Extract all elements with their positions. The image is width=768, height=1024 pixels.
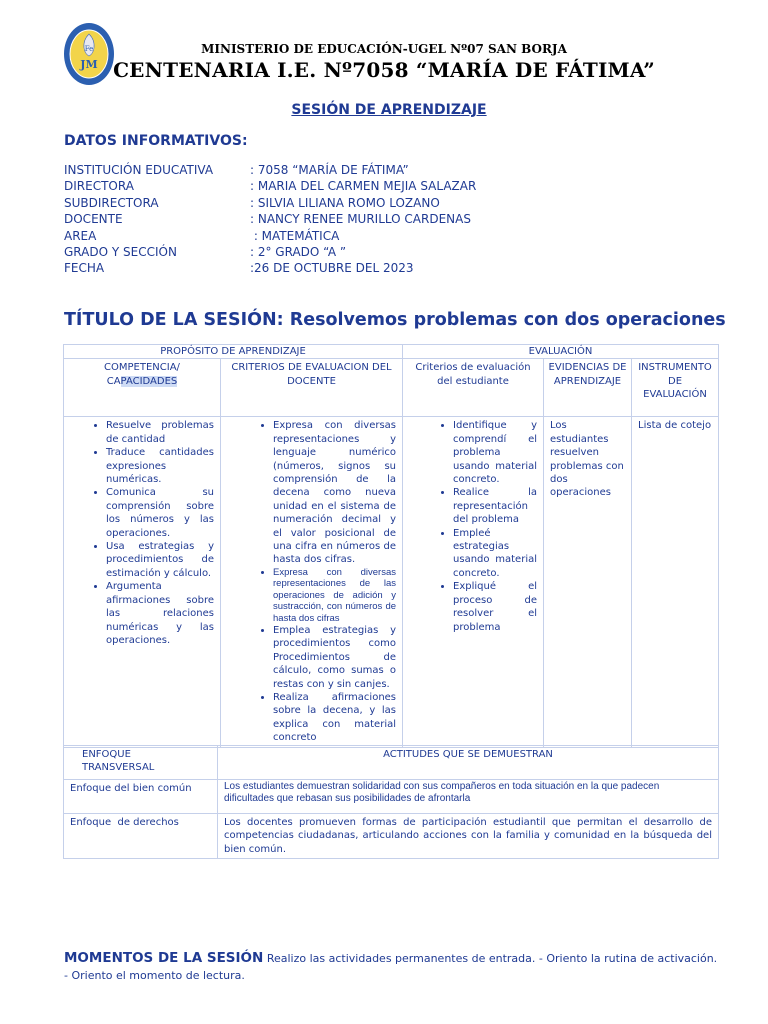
info-label: DIRECTORA <box>64 179 134 194</box>
ministry-header: MINISTERIO DE EDUCACIÓN-UGEL Nº07 SAN BORJA <box>201 42 567 56</box>
criterio-docente-item: • Expresa con diversas representaciones y lenguaje numérico (números, signos su comprensión de la decena como nueva unidad en el sistema de numeración decimal y el valor posicional de una cifra en números de hasta dos cifras. <box>273 419 398 566</box>
col-competencia-b: PACIDADES <box>120 375 178 387</box>
momentos-text-1: Realizo las actividades permanentes de entrada. - Oriento la rutina de activación. <box>263 952 718 965</box>
info-value: :26 DE OCTUBRE DEL 2023 <box>250 261 414 276</box>
criterio-docente-item: • Emplea estrategias y procedimientos como Procedimientos de cálculo, como sumas o restas con y sin canjes. <box>273 624 398 691</box>
momentos-heading: MOMENTOS DE LA SESIÓN <box>64 950 264 966</box>
col-criterios-estudiante: Criterios de evaluación del estudiante <box>403 359 544 417</box>
criterios-estudiante-list <box>407 419 539 634</box>
col-evidencias: EVIDENCIAS DE APRENDIZAJE <box>544 359 632 417</box>
instrumento-cell: Lista de cotejo <box>632 417 719 747</box>
criterios-docente-cell <box>221 417 403 747</box>
info-row-docente <box>64 211 476 227</box>
criterio-estudiante-item: • Realice la representación del problema <box>453 486 539 526</box>
datos-informativos <box>64 162 476 277</box>
session-title: SESIÓN DE APRENDIZAJE <box>291 102 487 118</box>
session-topic-title: TÍTULO DE LA SESIÓN: Resolvemos problemas con dos operaciones <box>64 310 726 330</box>
competencia-item: • Traduce cantidades expresiones numéricas. <box>106 446 216 486</box>
criterio-estudiante-item: • Empleé estrategias usando material concreto. <box>453 527 539 581</box>
learning-table <box>63 344 719 748</box>
header-actitudes: ACTITUDES QUE SE DEMUESTRAN <box>218 746 719 780</box>
evidencias-cell: Los estudiantes resuelven problemas con dos operaciones <box>544 417 632 747</box>
competencia-item: • Comunica su comprensión sobre los números y las operaciones. <box>106 486 216 540</box>
enfoques-table <box>63 745 719 859</box>
enfoque-name: Enfoque de derechos <box>64 814 218 859</box>
criterio-docente-item: • Realiza afirmaciones sobre la decena, y las explica con material concreto <box>273 691 398 745</box>
seal-text: Fe <box>84 45 94 53</box>
competencias-list <box>68 419 216 647</box>
info-value: : MARIA DEL CARMEN MEJIA SALAZAR <box>250 179 477 194</box>
col-instrumento: INSTRUMENTO DE EVALUACIÓN <box>632 359 719 417</box>
col-competencia-a: COMPETENCIA/ CA <box>104 362 180 387</box>
competencias-cell <box>64 417 221 747</box>
header-evaluacion: EVALUACIÓN <box>403 345 719 359</box>
info-value: : MATEMÁTICA <box>250 228 340 243</box>
momentos-section <box>64 950 724 984</box>
info-row-subdirectora <box>64 195 476 211</box>
competencia-item: • Usa estrategias y procedimientos de estimación y cálculo. <box>106 540 216 580</box>
info-label: GRADO Y SECCIÓN <box>64 245 177 260</box>
competencia-item: • Resuelve problemas de cantidad <box>106 419 216 446</box>
criterios-docente-list <box>225 419 398 744</box>
info-value: : 2° GRADO “A ” <box>250 245 347 260</box>
info-row-directora <box>64 178 476 194</box>
enfoque-actitud: Los docentes promueven formas de participación estudiantil que permitan el desarrollo de competencias ciudadanas, articulando acciones con la familia y comunidad en la búsqueda del bien común. <box>218 814 719 859</box>
info-row-area <box>64 228 476 244</box>
info-value: : NANCY RENEE MURILLO CARDENAS <box>250 212 471 227</box>
criterios-estudiante-cell <box>403 417 544 747</box>
datos-heading: DATOS INFORMATIVOS: <box>64 133 248 149</box>
col-competencia <box>64 359 221 417</box>
criterio-estudiante-item: • Expliqué el proceso de resolver el problema <box>453 580 539 634</box>
info-label: FECHA <box>64 261 105 276</box>
info-label: AREA <box>64 228 97 243</box>
info-row-fecha <box>64 260 476 276</box>
info-row-grado <box>64 244 476 260</box>
criterio-estudiante-item: • Identifique y comprendí el problema usando material concreto. <box>453 419 539 486</box>
momentos-line-1 <box>64 950 724 967</box>
col-criterios-docente: CRITERIOS DE EVALUACION DEL DOCENTE <box>221 359 403 417</box>
enfoque-name: Enfoque del bien común <box>64 780 218 814</box>
momentos-line-2: - Oriento el momento de lectura. <box>64 969 245 982</box>
header-enfoque: ENFOQUE TRANSVERSAL <box>64 746 218 780</box>
info-value: : SILVIA LILIANA ROMO LOZANO <box>250 195 440 210</box>
info-value: : 7058 “MARÍA DE FÁTIMA” <box>250 163 409 177</box>
enfoque-actitud: Los estudiantes demuestran solidaridad con sus compañeros en toda situación en la que padecen dificultades que rebasan sus posibilidades de afrontarla <box>218 780 719 814</box>
competencia-item: • Argumenta afirmaciones sobre las relaciones numéricas y las operaciones. <box>106 580 216 647</box>
info-label: INSTITUCIÓN EDUCATIVA <box>64 163 214 177</box>
info-row-institucion <box>64 162 476 178</box>
info-label: SUBDIRECTORA <box>64 195 159 210</box>
seal-monogram: JM <box>80 58 98 71</box>
criterio-docente-item: • Expresa con diversas representaciones de las operaciones de adición y sustracción, con números de hasta dos cifras <box>273 567 398 624</box>
header-proposito: PROPÓSITO DE APRENDIZAJE <box>64 345 403 359</box>
school-name: CENTENARIA I.E. Nº7058 “MARÍA DE FÁTIMA” <box>113 58 655 82</box>
info-label: DOCENTE <box>64 212 123 227</box>
